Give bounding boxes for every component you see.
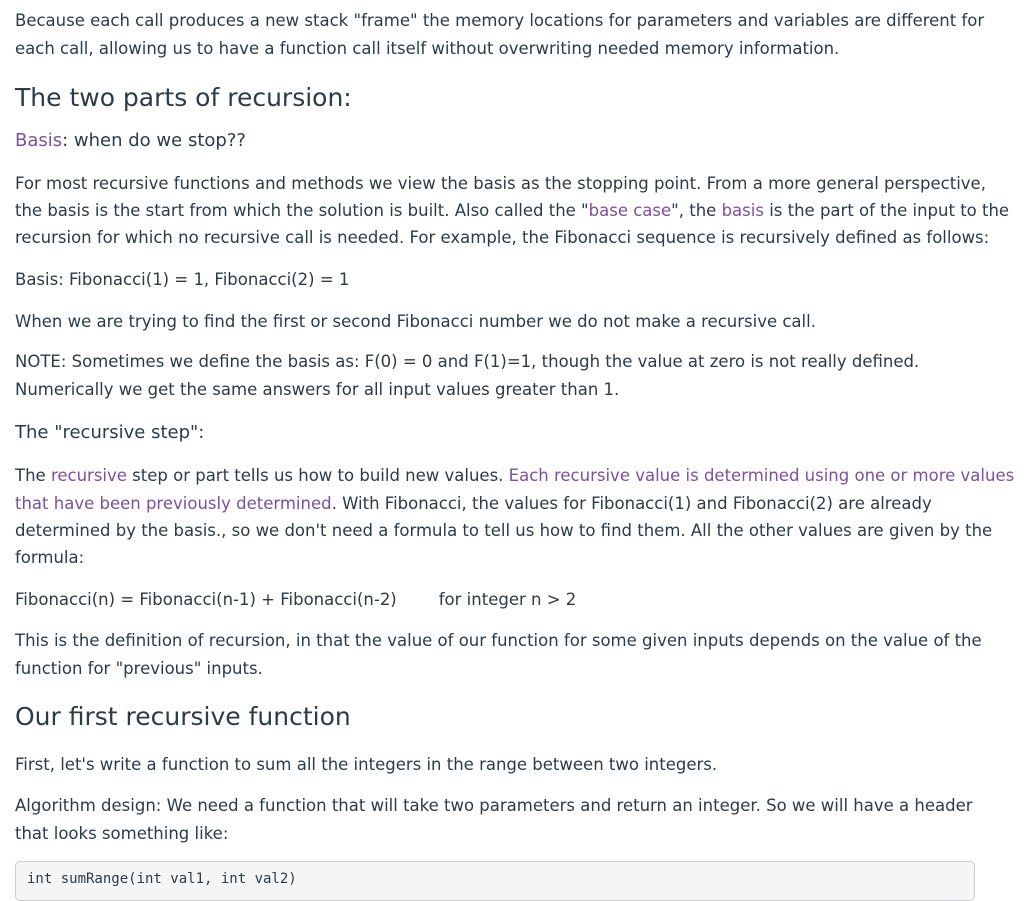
step-para-line-3: determined by the basis., so we don't need a formula to tell us how to find them. All the other values are given by the — [15, 521, 993, 540]
basis-para-line-2 — [15, 197, 1009, 225]
algorithm-line-1: Algorithm design: We need a function that will take two parameters and return an integer. So we will have a header — [15, 796, 973, 815]
basis-para-line-3: recursion for which no recursive call is needed. For example, the Fibonacci sequence is recursively defined as follows: — [15, 228, 990, 247]
highlight-phrase: Each recursive value is determined using one or more values — [508, 466, 1015, 485]
note-line-2: Numerically we get the same answers for all input values greater than 1. — [15, 380, 620, 399]
heading-first-function: Our first recursive function — [15, 702, 351, 731]
base-case-term: base case — [588, 201, 672, 220]
intro-line-2: each call, allowing us to have a function call itself without overwriting needed memory information. — [15, 39, 840, 58]
text-span: ", the — [671, 201, 722, 220]
intro-line-1: Because each call produces a new stack "frame" the memory locations for parameters and variables are different for — [15, 11, 985, 30]
heading-two-parts: The two parts of recursion: — [15, 83, 352, 112]
basis-explanation: When we are trying to find the first or second Fibonacci number we do not make a recursive call. — [15, 312, 816, 331]
algorithm-line-2: that looks something like: — [15, 824, 229, 843]
highlight-phrase-cont: that have been previously determined — [15, 494, 332, 513]
definition-line-1: This is the definition of recursion, in that the value of our function for some given inputs depends on the value of the — [15, 631, 982, 650]
code-line: int sumRange(int val1, int val2) — [27, 871, 297, 887]
basis-para-line-1: For most recursive functions and methods we view the basis as the stopping point. From a more general perspective, — [15, 174, 986, 193]
text-span: . With Fibonacci, the values for Fibonacci(1) and Fibonacci(2) are already — [331, 494, 932, 513]
text-span: is the part of the input to the — [763, 201, 1010, 220]
basis-question — [15, 127, 246, 155]
step-para-line-2 — [15, 490, 932, 518]
fibonacci-formula — [15, 586, 576, 614]
recursive-step-heading: The "recursive step": — [15, 422, 205, 443]
text-span: The — [15, 466, 51, 485]
text-span: step or part tells us how to build new values. — [126, 466, 509, 485]
basis-term: Basis — [15, 130, 63, 151]
definition-line-2: function for "previous" inputs. — [15, 659, 263, 678]
note-line-1: NOTE: Sometimes we define the basis as: F(0) = 0 and F(1)=1, though the value at zero is not really defined. — [15, 352, 920, 371]
text-span: the basis is the start from which the solution is built. Also called the " — [15, 201, 589, 220]
step-para-line-4: formula: — [15, 548, 85, 567]
recursive-term: recursive — [50, 466, 127, 485]
formula-expression: Fibonacci(n) = Fibonacci(n-1) + Fibonacci(n-2) — [15, 590, 397, 609]
basis-definition: Basis: Fibonacci(1) = 1, Fibonacci(2) = 1 — [15, 270, 350, 289]
basis-question-rest: : when do we stop?? — [62, 130, 246, 151]
code-block — [15, 861, 975, 901]
basis-term-inline: basis — [721, 201, 764, 220]
step-para-line-1 — [15, 462, 1014, 490]
function-intro: First, let's write a function to sum all the integers in the range between two integers. — [15, 755, 718, 774]
formula-condition: for integer n > 2 — [438, 590, 577, 609]
